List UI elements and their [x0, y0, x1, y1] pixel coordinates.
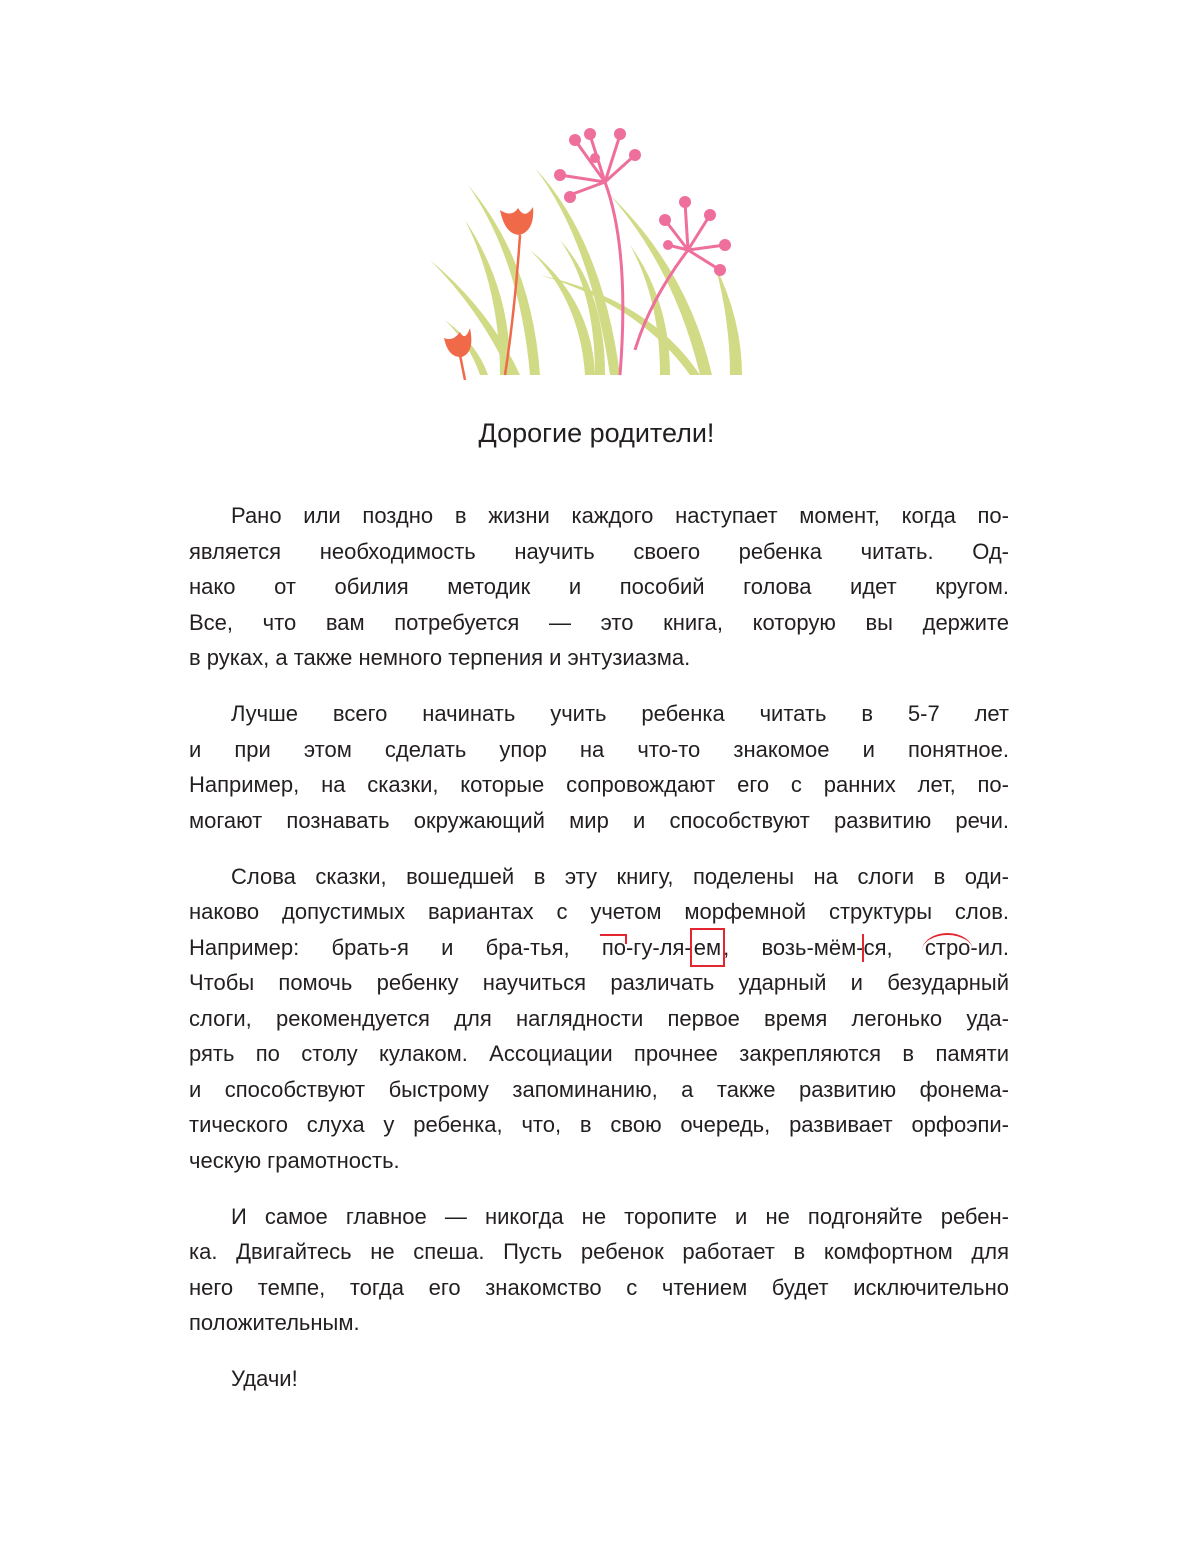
- text-line: Лучше всего начинать учить ребенка читать в 5-7 лет: [231, 701, 1009, 726]
- text-line: И самое главное — никогда не торопите и не подгоняйте ребен-: [231, 1203, 1009, 1229]
- text-line: ческую грамотность.: [189, 1147, 400, 1173]
- text-line: него темпе, тогда его знакомство с чтением будет исключительно: [189, 1274, 1009, 1300]
- morpheme-example-line: [189, 930, 1009, 966]
- text-line: положительным.: [189, 1310, 360, 1335]
- example-text: , возь-мём-: [723, 934, 864, 960]
- example-text: ,: [886, 934, 925, 960]
- body-text: [189, 498, 1009, 1417]
- paragraph-4: [189, 1199, 1009, 1341]
- ending-marked: ем: [692, 930, 723, 966]
- text-line: могают познавать окружающий мир и способствуют развитию речи.: [189, 807, 1009, 833]
- postfix-marked: ся: [864, 930, 887, 966]
- paragraph-5: [189, 1361, 1009, 1397]
- text-line: Все, что вам потребуется — это книга, которую вы держите: [189, 609, 1009, 635]
- text-line: в руках, а также немного терпения и энтузиазма.: [189, 645, 691, 670]
- text-line: наково допустимых вариантах с учетом морфемной структуры слов.: [189, 899, 1009, 924]
- text-line: нако от обилия методик и пособий голова идет кругом.: [189, 574, 1009, 599]
- text-line: Чтобы помочь ребенку научиться различать ударный и безударный: [189, 970, 1009, 995]
- paragraph-3: [189, 859, 1009, 1179]
- example-text: -гу-ля-: [625, 934, 692, 960]
- text-line: Например, на сказки, которые сопровождают его с ранних лет, по-: [189, 772, 1009, 797]
- text-line: и при этом сделать упор на что-то знакомое и понятное.: [189, 736, 1009, 762]
- text-line: ка. Двигайтесь не спеша. Пусть ребенок работает в комфортном для: [189, 1239, 1009, 1264]
- prefix-marked: по: [602, 930, 626, 966]
- root-marked: стро: [925, 930, 971, 966]
- text-line: тического слуха у ребенка, что, в свою очередь, развивает орфоэпи-: [189, 1112, 1009, 1137]
- text-line: Слова сказки, вошедшей в эту книгу, поделены на слоги в оди-: [231, 863, 1009, 889]
- text-line: рять по столу кулаком. Ассоциации прочнее закрепляются в памяти: [189, 1041, 1009, 1066]
- grass-flowers-illustration: [420, 120, 760, 380]
- paragraph-2: [189, 696, 1009, 838]
- paragraph-1: [189, 498, 1009, 676]
- example-lead: Например: брать-я и бра-тья,: [189, 934, 602, 960]
- example-text: -ил.: [970, 934, 1009, 960]
- text-line: и способствуют быстрому запоминанию, а также развитию фонема-: [189, 1076, 1009, 1102]
- page-title: Дорогие родители!: [478, 418, 715, 448]
- text-line: является необходимость научить своего ребенка читать. Од-: [189, 538, 1009, 564]
- text-line: слоги, рекомендуется для наглядности первое время легонько уда-: [189, 1005, 1009, 1031]
- closing-line: Удачи!: [231, 1366, 298, 1391]
- text-line: Рано или поздно в жизни каждого наступает момент, когда по-: [231, 503, 1009, 528]
